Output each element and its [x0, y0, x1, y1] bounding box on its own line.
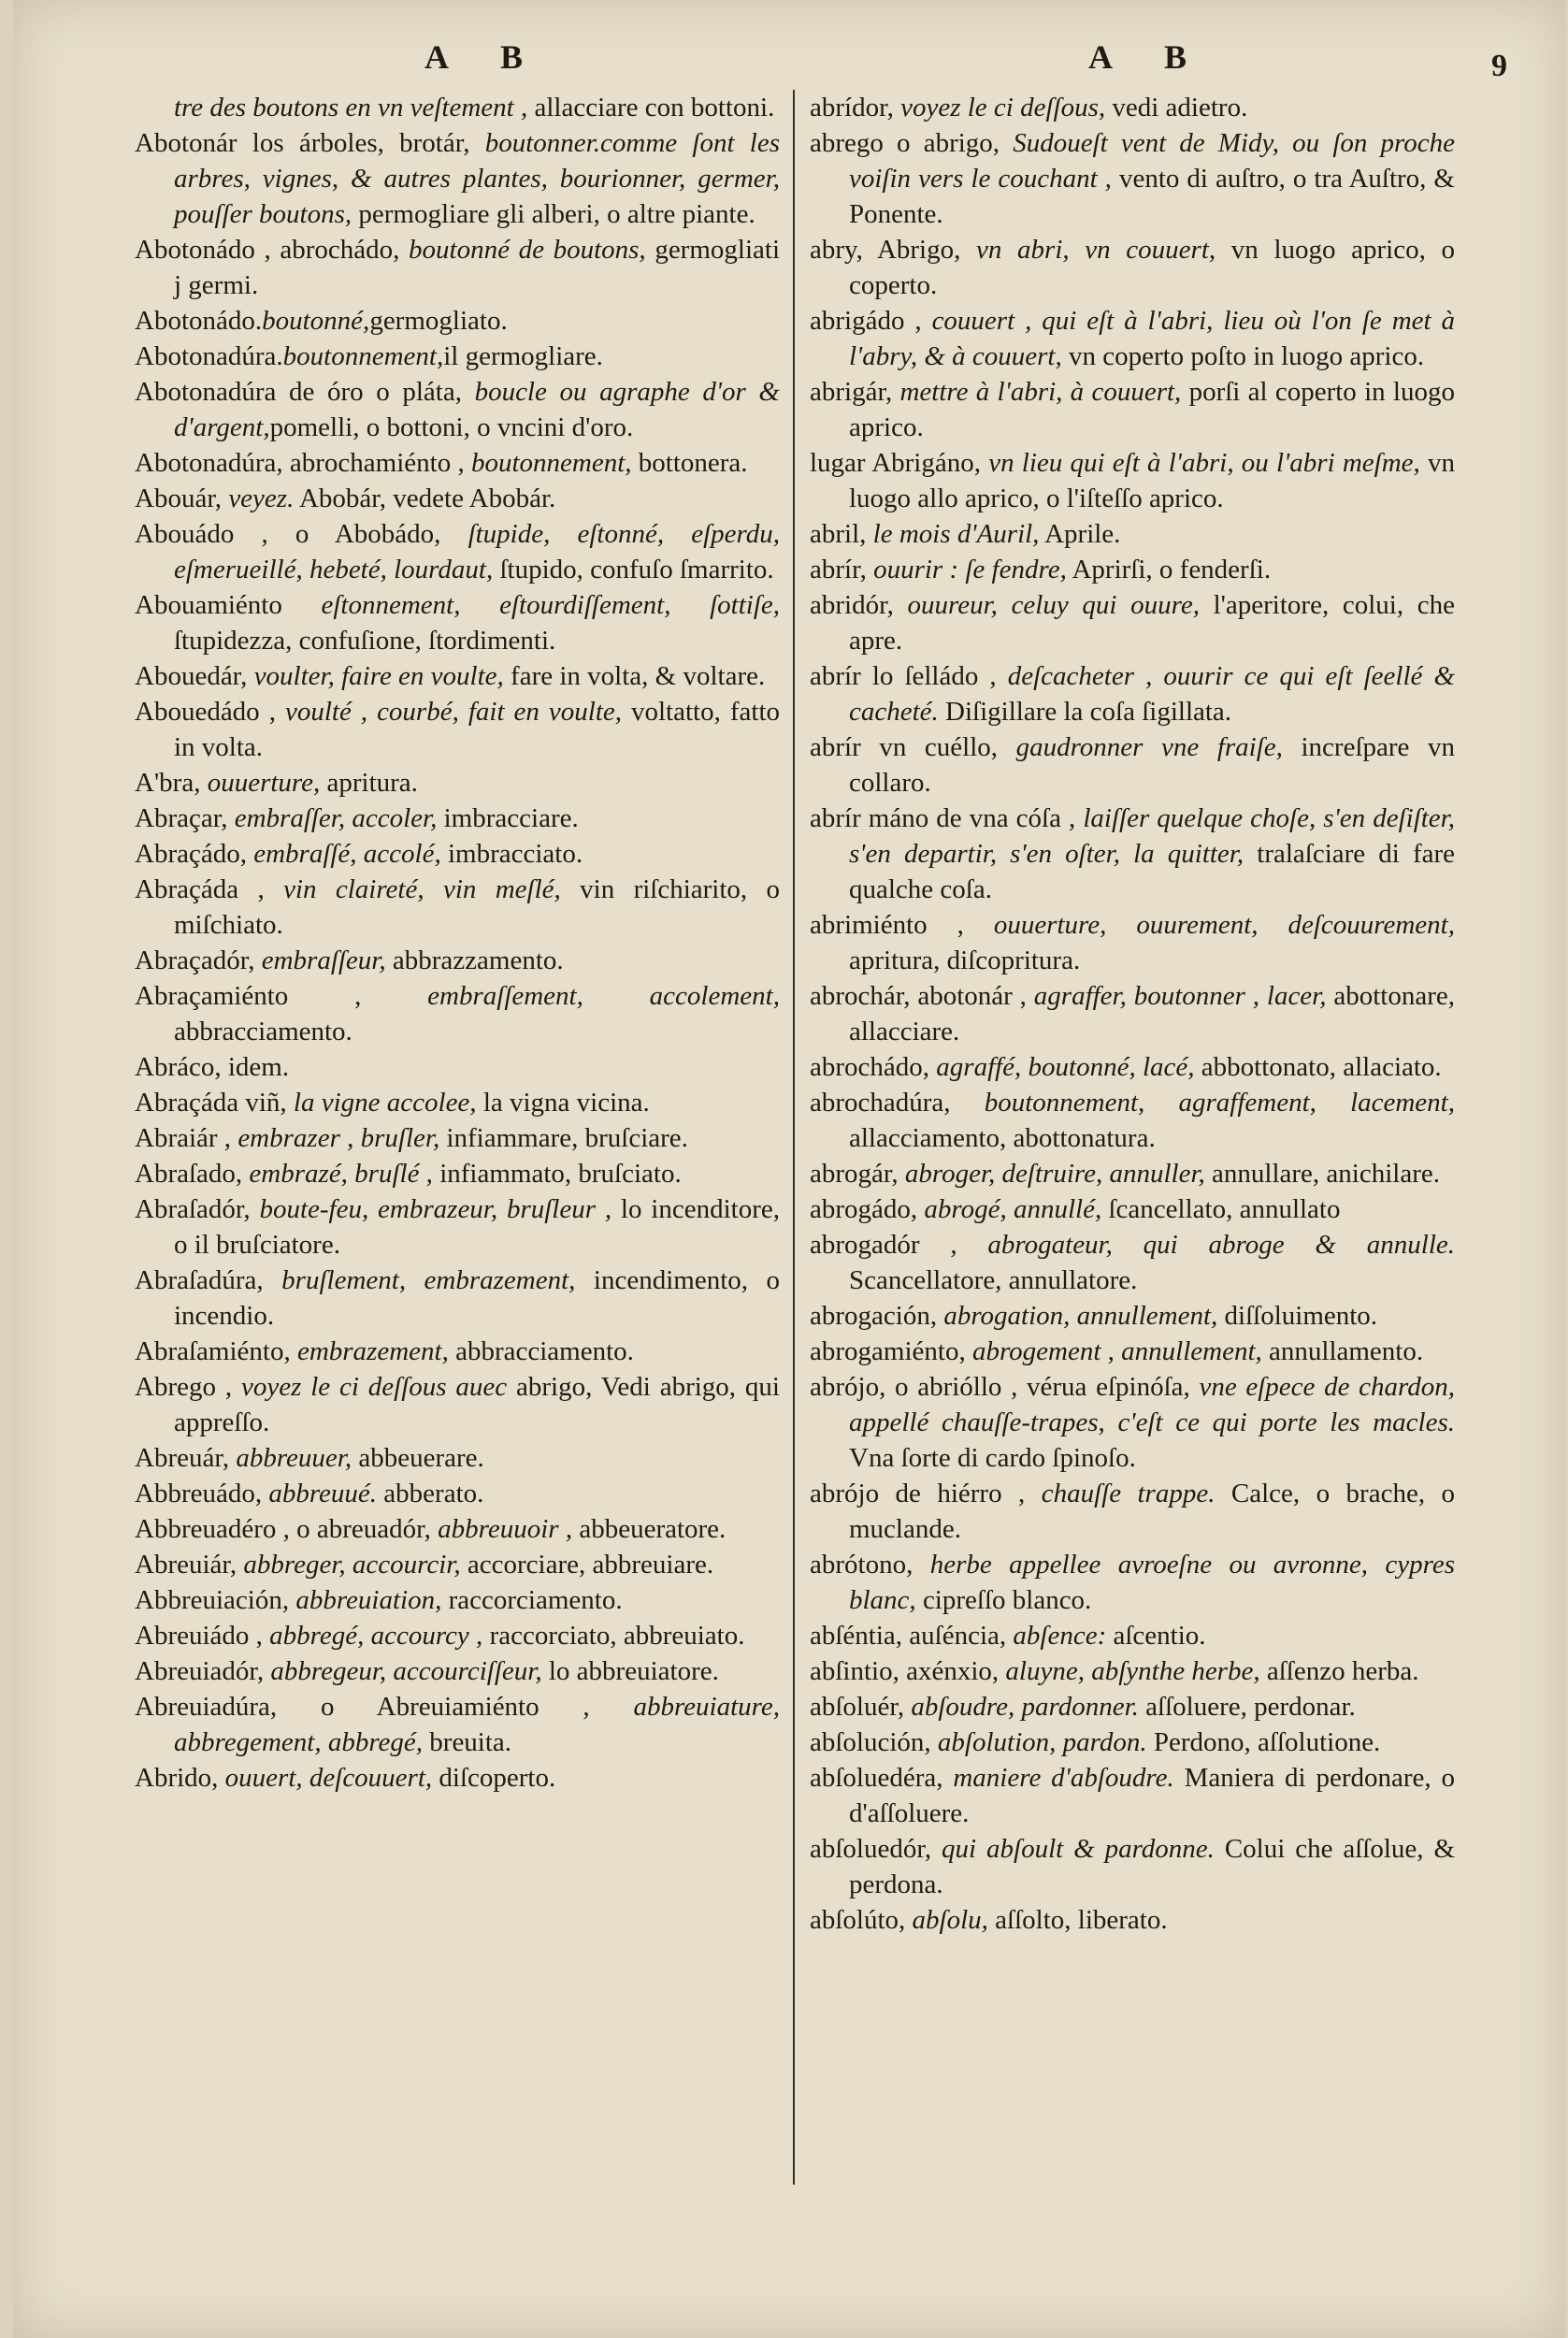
entry-french: le mois d'Auril,: [872, 519, 1040, 549]
entry-french: abrogement , annullement,: [971, 1336, 1262, 1366]
dictionary-entry: [810, 1298, 1455, 1334]
entry-french: agraffé, boutonné, lacé,: [936, 1052, 1195, 1082]
entry-headword: Abbreuádo,: [135, 1479, 269, 1508]
entry-italian: Scancellatore, annullatore.: [849, 1265, 1138, 1295]
entry-french: chauſſe trappe.: [1041, 1479, 1216, 1508]
dictionary-entry: [810, 1227, 1455, 1298]
entry-french: vn abri, vn couuert,: [976, 235, 1216, 265]
entry-french: voulté , courbé, fait en voulte,: [284, 697, 622, 727]
dictionary-entry: [135, 303, 780, 339]
entry-french: vne eſpece de chardon, appellé chauſſe-trapes, c'eſt ce qui porte les macles.: [849, 1372, 1455, 1437]
dictionary-entry: [810, 1369, 1455, 1476]
entry-italian: raccorciato, abbreuiato.: [482, 1621, 745, 1651]
dictionary-entry: [810, 658, 1455, 729]
entry-headword: abrójo de hiérro ,: [810, 1479, 1042, 1508]
entry-headword: abrídor,: [810, 93, 901, 123]
entry-french: abbregé, accourcy ,: [269, 1621, 483, 1651]
entry-italian: lo incenditore, o il bruſciatore.: [174, 1194, 780, 1260]
entry-italian: Maniera di perdonare, o d'aſſoluere.: [849, 1763, 1455, 1828]
entry-headword: abrójo, o abrióllo , vérua eſpinóſa,: [810, 1372, 1200, 1402]
entry-italian: annullare, anichilare.: [1204, 1159, 1440, 1189]
entry-headword: abſoluér,: [810, 1692, 912, 1722]
entry-french: herbe appellee avroeſne ou avronne, cypres blanc,: [849, 1550, 1455, 1615]
entry-headword: abrogádo,: [810, 1194, 925, 1224]
entry-french: couuert , qui eſt à l'abri, lieu où l'on ſe met à l'abry, & à couuert,: [849, 306, 1455, 371]
dictionary-entry: [135, 516, 780, 587]
entry-italian: vn luogo allo aprico, o l'iſteſſo aprico.: [849, 448, 1456, 513]
entry-french: embrazer , bruſler,: [237, 1123, 440, 1153]
dictionary-entry: [810, 1618, 1455, 1653]
entry-italian: breuita.: [423, 1727, 512, 1757]
entry-headword: abrochádo,: [810, 1052, 937, 1082]
entry-headword: abrótono,: [810, 1550, 930, 1580]
entry-italian: germogliato.: [369, 306, 508, 336]
entry-headword: Abouár,: [135, 483, 229, 513]
entry-italian: Vna ſorte di cardo ſpinoſo.: [849, 1443, 1136, 1473]
entry-french: embraſſer, accoler,: [234, 803, 438, 833]
entry-headword: abrír vn cuéllo,: [810, 732, 1016, 762]
entry-headword: Abotonadúra.: [135, 341, 283, 371]
entry-headword: Abraçar,: [135, 803, 235, 833]
entry-italian: abrigo, Vedi abrigo, qui appreſſo.: [174, 1372, 780, 1437]
entry-headword: lugar Abrigáno,: [810, 448, 989, 478]
entry-headword: Abraçadór,: [135, 945, 262, 975]
entry-french: boute-feu, embrazeur, bruſleur ,: [259, 1194, 612, 1224]
entry-headword: Abreuiadúra, o Abreuiamiénto ,: [135, 1692, 634, 1722]
dictionary-entry: [135, 1760, 780, 1796]
entry-italian: diſſoluimento.: [1217, 1301, 1378, 1331]
entry-italian: la vigna vicina.: [476, 1088, 650, 1118]
entry-french: embrazé, bruſlé ,: [249, 1159, 433, 1189]
dictionary-entry: [810, 516, 1455, 552]
dictionary-entry: [135, 1511, 780, 1547]
entry-french: boutonnement,: [282, 341, 444, 371]
entry-italian: Perdono, aſſolutione.: [1146, 1727, 1381, 1757]
entry-french: abbreuiature, abbregement, abbregé,: [174, 1692, 780, 1757]
entry-french: gaudronner vne fraiſe,: [1015, 732, 1283, 762]
dictionary-entry: [810, 1334, 1455, 1369]
entry-headword: abſintio, axénxio,: [810, 1656, 1006, 1686]
entry-headword: abrogadór ,: [810, 1230, 988, 1260]
entry-headword: Abbreuiación,: [135, 1585, 296, 1615]
dictionary-entry: [135, 1263, 780, 1334]
entry-headword: abrochár, abotonár ,: [810, 981, 1034, 1011]
entry-italian: infiammare, bruſciare.: [439, 1123, 688, 1153]
dictionary-entry: [810, 1653, 1455, 1689]
entry-italian: abberato.: [377, 1479, 484, 1508]
entry-headword: abril,: [810, 519, 873, 549]
entry-french: vn lieu qui eſt à l'abri, ou l'abri meſme,: [988, 448, 1420, 478]
entry-french: embraſſeur,: [261, 945, 386, 975]
entry-headword: abſoluedéra,: [810, 1763, 954, 1793]
entry-headword: abrogación,: [810, 1301, 944, 1331]
entry-italian: voltatto, fatto in volta.: [174, 697, 780, 762]
entry-italian: raccorciamento.: [441, 1585, 623, 1615]
entry-french: ouureur, celuy qui ouure,: [907, 590, 1200, 620]
entry-headword: Abraſadúra,: [135, 1265, 282, 1295]
dictionary-entry: [810, 1831, 1455, 1902]
entry-french: laiſſer quelque choſe, s'en deſiſter, s'en departir, s'en oſter, la quitter,: [849, 803, 1456, 869]
entry-french: abrogation, annullement,: [943, 1301, 1218, 1331]
dictionary-entry: [135, 978, 780, 1049]
entry-french: maniere d'abſoudre.: [953, 1763, 1174, 1793]
entry-headword: abrochadúra,: [810, 1088, 985, 1118]
dictionary-entry: [135, 1547, 780, 1582]
entry-headword: Abrido,: [135, 1763, 225, 1793]
entry-french: boutonné de boutons,: [409, 235, 646, 265]
entry-italian: bottonera.: [631, 448, 748, 478]
page-number: 9: [1491, 49, 1507, 83]
entry-italian: vin riſchiarito, o miſchiato.: [174, 874, 781, 940]
entry-french: ouuerture, ouurement, deſcouurement,: [993, 910, 1455, 940]
entry-headword: Abotonár los árboles, brotár,: [135, 128, 485, 158]
entry-french: boucle ou agraphe d'or & d'argent,: [174, 377, 780, 442]
entry-italian: accorciare, abbreuiare.: [460, 1550, 714, 1580]
entry-italian: ſtupido, confuſo ſmarrito.: [493, 555, 774, 584]
entry-italian: lo abbreuiatore.: [541, 1656, 719, 1686]
entry-french: abſolu,: [912, 1905, 988, 1935]
entry-french: qui abſoult & pardonne.: [942, 1834, 1215, 1864]
entry-headword: Abotonádo.: [135, 306, 263, 336]
entry-headword: Abreuiádo ,: [135, 1621, 270, 1651]
entry-italian: fare in volta, & voltare.: [503, 661, 766, 691]
dictionary-entry: [135, 445, 780, 481]
entry-italian: annullamento.: [1261, 1336, 1424, 1366]
entry-headword: Abreuiadór,: [135, 1656, 271, 1686]
dictionary-entry: [810, 907, 1455, 978]
entry-french: bruſlement, embrazement,: [281, 1265, 576, 1295]
dictionary-entry: [135, 1085, 780, 1120]
entry-headword: Abotonadúra de óro o pláta,: [135, 377, 475, 407]
entry-headword: Abráco, idem.: [135, 1052, 290, 1082]
dictionary-entry: [810, 232, 1455, 303]
dictionary-entry: [135, 1049, 780, 1085]
dictionary-entry: [135, 481, 780, 516]
entry-french: boutonnement, agraffement, lacement,: [984, 1088, 1455, 1118]
dictionary-entry: [135, 658, 780, 694]
entry-headword: abrimiénto ,: [810, 910, 994, 940]
entry-french: ouuerture,: [207, 768, 321, 798]
entry-headword: Abraçamiénto ,: [135, 981, 428, 1011]
running-head-left: A B: [424, 38, 546, 76]
dictionary-entry: [810, 729, 1455, 801]
entry-headword: Abreuiár,: [135, 1550, 244, 1580]
entry-italian: Colui che aſſolue, & perdona.: [849, 1834, 1455, 1899]
entry-headword: Abraçáda viñ,: [135, 1088, 294, 1118]
dictionary-entry: [135, 836, 780, 872]
entry-italian: pomelli, o bottoni, o vncini d'oro.: [269, 412, 634, 442]
entry-headword: Abouedár,: [135, 661, 254, 691]
dictionary-entry: [810, 552, 1455, 587]
entry-french: Sudoueſt vent de Midy, ou ſon proche voiſin vers le couchant ,: [849, 128, 1455, 194]
dictionary-entry: [135, 1156, 780, 1191]
dictionary-entry: [810, 1547, 1455, 1618]
entry-italian: increſpare vn collaro.: [849, 732, 1455, 798]
entry-headword: Abotonádo , abrochádo,: [135, 235, 410, 265]
right-column: [810, 90, 1455, 1938]
dictionary-entry: [135, 1334, 780, 1369]
entry-french: abbreger, accourcir,: [243, 1550, 461, 1580]
entry-italian: incendimento, o incendio.: [174, 1265, 780, 1331]
entry-french: abbreuuer,: [236, 1443, 352, 1473]
entry-french: embraſſé, accolé,: [253, 839, 441, 869]
entry-italian: abbracciamento.: [174, 1017, 352, 1046]
entry-french: mettre à l'abri, à couuert,: [899, 377, 1182, 407]
entry-headword: Abreuár,: [135, 1443, 237, 1473]
entry-italian: aſſoluere, perdonar.: [1138, 1692, 1356, 1722]
entry-headword: Abouamiénto: [135, 590, 322, 620]
dictionary-entry: [810, 1476, 1455, 1547]
dictionary-entry: [135, 90, 780, 125]
entry-french: embrazement,: [296, 1336, 449, 1366]
dictionary-entry: [810, 587, 1455, 658]
dictionary-entry: [135, 339, 780, 374]
dictionary-entry: [810, 1902, 1455, 1938]
running-head-right: A B: [1088, 38, 1210, 76]
entry-french: abroger, deſtruire, annuller,: [904, 1159, 1205, 1189]
entry-italian: aſcentio.: [1106, 1621, 1206, 1651]
dictionary-page: [13, 0, 1565, 2338]
entry-headword: A'bra,: [135, 768, 208, 798]
entry-headword: abrego o abrigo,: [810, 128, 1014, 158]
entry-italian: cipreſſo blanco.: [915, 1585, 1092, 1615]
entry-italian: Calce, o brache, o muclande.: [849, 1479, 1455, 1544]
dictionary-entry: [810, 1760, 1455, 1831]
entry-italian: diſcoperto.: [432, 1763, 556, 1793]
dictionary-entry: [810, 445, 1455, 516]
entry-headword: Abraſamiénto,: [135, 1336, 297, 1366]
entry-italian: Diſigillare la coſa ſigillata.: [938, 697, 1232, 727]
dictionary-entry: [810, 1085, 1455, 1156]
entry-headword: abrogamiénto,: [810, 1336, 972, 1366]
entry-french: la vigne accolee,: [293, 1088, 477, 1118]
dictionary-entry: [810, 1049, 1455, 1085]
entry-italian: vn coperto poſto in luogo aprico.: [1061, 341, 1425, 371]
dictionary-entry: [135, 1689, 780, 1760]
dictionary-entry: [135, 125, 780, 232]
dictionary-entry: [810, 1156, 1455, 1191]
entry-french: abſoudre, pardonner.: [911, 1692, 1139, 1722]
entry-italian: tralaſciare di fare qualche coſa.: [849, 839, 1456, 904]
dictionary-entry: [810, 125, 1455, 232]
entry-italian: ſtupidezza, confuſione, ſtordimenti.: [174, 626, 556, 656]
column-divider: [793, 90, 795, 2185]
entry-french: agraffer, boutonner , lacer,: [1033, 981, 1327, 1011]
dictionary-entry: [135, 1120, 780, 1156]
entry-italian: infiammato, bruſciato.: [432, 1159, 682, 1189]
entry-italian: germogliati j germi.: [174, 235, 780, 300]
entry-headword: Abraiár ,: [135, 1123, 238, 1153]
entry-italian: apritura, diſcopritura.: [849, 945, 1081, 975]
entry-headword: abridór,: [810, 590, 908, 620]
entry-french: deſcacheter , ouurir ce qui eſt ſeellé & cacheté.: [849, 661, 1456, 727]
entry-headword: abry, Abrigo,: [810, 235, 977, 265]
entry-french: ouuert, deſcouuert,: [224, 1763, 433, 1793]
entry-italian: l'aperitore, colui, che apre.: [849, 590, 1455, 656]
dictionary-entry: [135, 1369, 780, 1440]
dictionary-entry: [135, 1476, 780, 1511]
entry-french: aluyne, abſynthe herbe,: [1005, 1656, 1260, 1686]
entry-headword: Abouádo , o Abobádo,: [135, 519, 468, 549]
entry-italian: vento di auſtro, o tra Auſtro, & Ponente.: [849, 164, 1455, 229]
dictionary-entry: [810, 1191, 1455, 1227]
entry-french: abrogateur, qui abroge & annulle.: [987, 1230, 1456, 1260]
entry-headword: Abraçáda ,: [135, 874, 284, 904]
dictionary-entry: [135, 694, 780, 765]
entry-headword: abrír lo ſelládo ,: [810, 661, 1008, 691]
entry-headword: Abraſadór,: [135, 1194, 260, 1224]
entry-french: abrogé, annullé,: [924, 1194, 1102, 1224]
entry-headword: abrogár,: [810, 1159, 905, 1189]
entry-headword: abrír,: [810, 555, 874, 584]
entry-french: abbregeur, accourciſſeur,: [270, 1656, 542, 1686]
entry-french: abſolution, pardon.: [937, 1727, 1147, 1757]
entry-headword: abrigár,: [810, 377, 900, 407]
entry-french: abbreuiation,: [295, 1585, 442, 1615]
dictionary-entry: [810, 1689, 1455, 1725]
dictionary-entry: [135, 943, 780, 978]
dictionary-entry: [135, 587, 780, 658]
entry-headword: Abrego ,: [135, 1372, 241, 1402]
entry-french: vin claireté, vin meſlé,: [283, 874, 561, 904]
entry-italian: abbracciamento.: [448, 1336, 634, 1366]
dictionary-entry: [810, 303, 1455, 374]
entry-italian: porſi al coperto in luogo aprico.: [849, 377, 1455, 442]
dictionary-entry: [135, 1582, 780, 1618]
entry-french: embraſſement, accolement,: [427, 981, 780, 1011]
entry-french: abſence:: [1013, 1621, 1107, 1651]
entry-french: boutonnement,: [470, 448, 632, 478]
entry-italian: imbracciato.: [440, 839, 583, 869]
entry-headword: Abraſado,: [135, 1159, 250, 1189]
entry-italian: aſſenzo herba.: [1259, 1656, 1419, 1686]
entry-french: voyez le ci deſſous,: [900, 93, 1106, 123]
entry-headword: Abotonadúra, abrochamiénto ,: [135, 448, 471, 478]
dictionary-entry: [135, 232, 780, 303]
entry-headword: abrír máno de vna cóſa ,: [810, 803, 1084, 833]
dictionary-entry: [810, 801, 1455, 907]
dictionary-entry: [135, 1618, 780, 1653]
entry-headword: abſolúto,: [810, 1905, 913, 1935]
entry-french: abbreuué.: [268, 1479, 378, 1508]
entry-french: eſtonnement, eſtourdiſſement, ſottiſe,: [321, 590, 781, 620]
dictionary-entry: [135, 1653, 780, 1689]
entry-italian: permogliare gli alberi, o altre piante.: [352, 199, 755, 229]
entry-italian: abbeueratore.: [572, 1514, 726, 1544]
entry-headword: Abraçádo,: [135, 839, 254, 869]
entry-italian: abbeuerare.: [352, 1443, 484, 1473]
entry-italian: vedi adietro.: [1105, 93, 1248, 123]
entry-french: voyez le ci deſſous auec: [240, 1372, 508, 1402]
dictionary-entry: [135, 1191, 780, 1263]
entry-headword: abſéntia, auſéncia,: [810, 1621, 1014, 1651]
entry-french: ſtupide, eſtonné, eſperdu, eſmerueillé, hebeté, lourdaut,: [174, 519, 780, 584]
entry-italian: Aprirſi, o fenderſi.: [1066, 555, 1272, 584]
entry-italian: Abobár, vedete Abobár.: [294, 483, 556, 513]
entry-italian: apritura.: [320, 768, 418, 798]
entry-italian: abottonare, allacciare.: [849, 981, 1456, 1046]
entry-italian: ſcancellato, annullato: [1101, 1194, 1341, 1224]
entry-italian: abbottonato, allaciato.: [1194, 1052, 1442, 1082]
entry-italian: aſſolto, liberato.: [987, 1905, 1168, 1935]
dictionary-entry: [810, 90, 1455, 125]
entry-french: veyez.: [228, 483, 295, 513]
dictionary-entry: [135, 1440, 780, 1476]
entry-italian: Aprile.: [1039, 519, 1121, 549]
left-column: [135, 90, 780, 1796]
entry-italian: allacciamento, abottonatura.: [849, 1123, 1156, 1153]
entry-french: tre des boutons en vn veſtement ,: [174, 93, 528, 123]
dictionary-entry: [810, 374, 1455, 445]
entry-headword: abſoluedór,: [810, 1834, 942, 1864]
entry-italian: imbracciare.: [437, 803, 579, 833]
entry-headword: abſolución,: [810, 1727, 938, 1757]
dictionary-entry: [135, 801, 780, 836]
dictionary-entry: [135, 765, 780, 801]
dictionary-entry: [810, 978, 1455, 1049]
entry-french: boutonné,: [262, 306, 370, 336]
entry-italian: allacciare con bottoni.: [527, 93, 775, 123]
dictionary-entry: [135, 374, 780, 445]
dictionary-entry: [135, 872, 780, 943]
entry-headword: abrigádo ,: [810, 306, 932, 336]
entry-italian: vn luogo aprico, o coperto.: [849, 235, 1456, 300]
entry-headword: Abbreuadéro , o abreuadór,: [135, 1514, 439, 1544]
entry-italian: il germogliare.: [443, 341, 603, 371]
entry-italian: abbrazzamento.: [385, 945, 564, 975]
dictionary-entry: [810, 1725, 1455, 1760]
entry-french: boutonner.comme ſont les arbres, vignes, & autres plantes, bourionner, germer, pouſſer boutons,: [174, 128, 780, 229]
entry-headword: Abouedádo ,: [135, 697, 285, 727]
entry-french: voulter, faire en voulte,: [253, 661, 504, 691]
entry-french: abbreuuoir ,: [438, 1514, 573, 1544]
entry-french: ouurir : ſe fendre,: [873, 555, 1067, 584]
